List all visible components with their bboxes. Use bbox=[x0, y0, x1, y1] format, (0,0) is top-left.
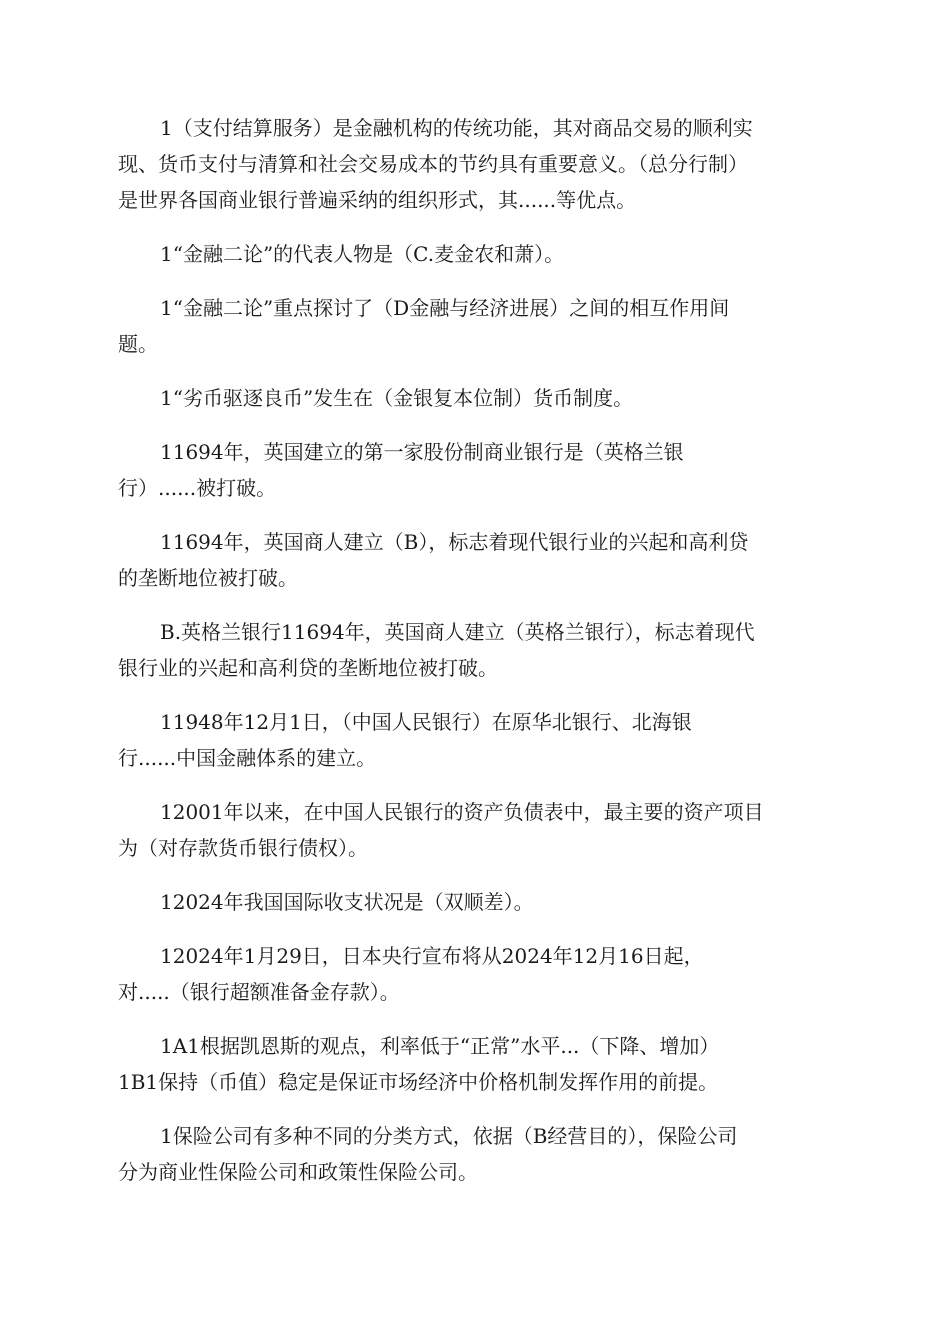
text-line: 为（对存款货币银行债权）。 bbox=[118, 836, 368, 860]
text-line: B.英格兰银行11694年，英国商人建立（英格兰银行），标志着现代 bbox=[160, 620, 755, 644]
text-line: 12001年以来，在中国人民银行的资产负债表中，最主要的资产项目 bbox=[160, 800, 764, 824]
text-line: 1A1根据凯恩斯的观点，利率低于“正常”水平...（下降、增加） bbox=[160, 1034, 720, 1058]
paragraph bbox=[118, 434, 833, 506]
text-line: 1保险公司有多种不同的分类方式，依据（B经营目的），保险公司 bbox=[160, 1124, 738, 1148]
text-line: 银行业的兴起和高利贷的垄断地位被打破。 bbox=[118, 656, 498, 680]
paragraph bbox=[118, 1064, 833, 1100]
paragraph bbox=[118, 110, 833, 218]
text-line: 12024年我国国际收支状况是（双顺差）。 bbox=[160, 890, 534, 914]
paragraph bbox=[118, 938, 833, 1010]
document-body bbox=[118, 110, 833, 1208]
text-line: 1（支付结算服务）是金融机构的传统功能，其对商品交易的顺利实 bbox=[160, 116, 753, 140]
text-line: 1B1保持（币值）稳定是保证市场经济中价格机制发挥作用的前提。 bbox=[118, 1070, 719, 1094]
paragraph bbox=[118, 1118, 833, 1190]
paragraph bbox=[118, 1028, 833, 1064]
paragraph bbox=[118, 794, 833, 866]
text-line: 对.....（银行超额准备金存款）。 bbox=[118, 980, 400, 1004]
paragraph bbox=[118, 290, 833, 362]
text-line: 题。 bbox=[118, 332, 158, 356]
text-line: 11694年，英国商人建立（B），标志着现代银行业的兴起和高利贷 bbox=[160, 530, 749, 554]
text-line: 分为商业性保险公司和政策性保险公司。 bbox=[118, 1160, 478, 1184]
text-line: 行......中国金融体系的建立。 bbox=[118, 746, 377, 770]
text-line: 现、货币支付与清算和社会交易成本的节约具有重要意义。（总分行制） bbox=[118, 152, 748, 176]
paragraph bbox=[118, 884, 833, 920]
text-line: 1“金融二论”重点探讨了（D金融与经济进展）之间的相互作用间 bbox=[160, 296, 730, 320]
paragraph bbox=[118, 614, 833, 686]
paragraph bbox=[118, 524, 833, 596]
text-line: 是世界各国商业银行普遍采纳的组织形式，其......等优点。 bbox=[118, 188, 637, 212]
text-line: 11948年12月1日，（中国人民银行）在原华北银行、北海银 bbox=[160, 710, 692, 734]
text-line: 1“劣币驱逐良币”发生在（金银复本位制）货币制度。 bbox=[160, 386, 634, 410]
text-line: 11694年，英国建立的第一家股份制商业银行是（英格兰银 bbox=[160, 440, 684, 464]
text-line: 行）......被打破。 bbox=[118, 476, 277, 500]
paragraph bbox=[118, 704, 833, 776]
paragraph bbox=[118, 236, 833, 272]
text-line: 的垄断地位被打破。 bbox=[118, 566, 298, 590]
text-line: 12024年1月29日，日本央行宣布将从2024年12月16日起， bbox=[160, 944, 704, 968]
paragraph bbox=[118, 380, 833, 416]
text-line: 1“金融二论”的代表人物是（C.麦金农和萧）。 bbox=[160, 242, 565, 266]
